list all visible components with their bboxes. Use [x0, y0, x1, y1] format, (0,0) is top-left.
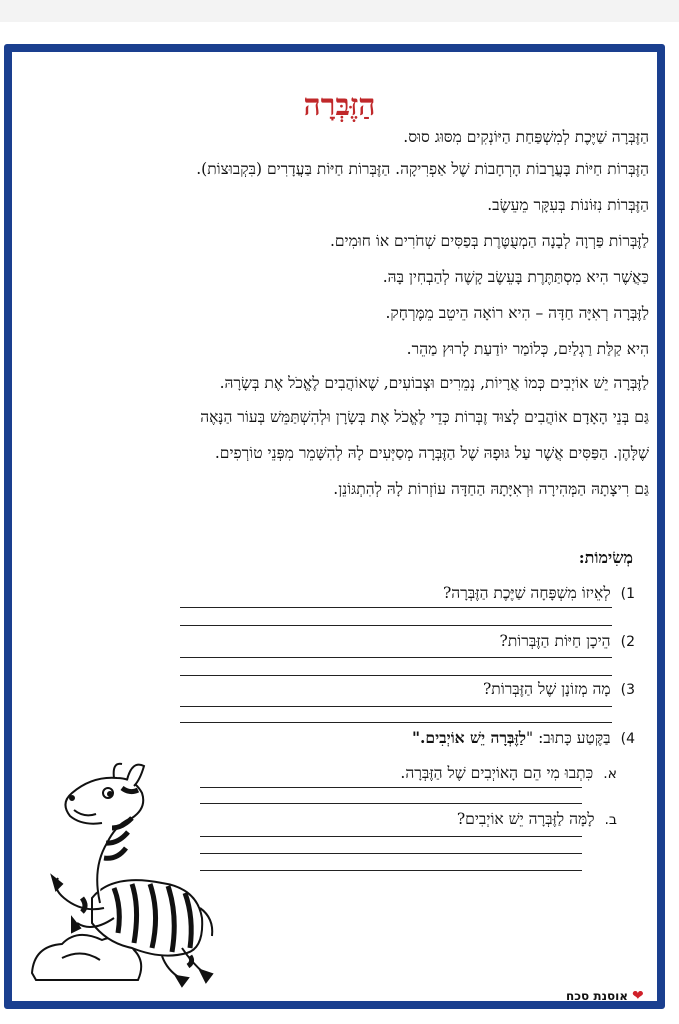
paragraph-line: לַזֶּבְּרָה רְאִיָּה חַדָּה – הִיא רוֹאָה הֵיטֵב מֵמֶּרְחָק.: [385, 304, 649, 322]
question-text: מָה מְזוֹנָן שֶׁל הַזֶּבְּרוֹת?: [482, 680, 611, 698]
answer-line[interactable]: [180, 722, 612, 723]
answer-line[interactable]: [200, 870, 582, 871]
question-number: 2): [620, 634, 635, 650]
answer-line[interactable]: [200, 836, 582, 837]
paragraph-line: הַזֶּבְּרוֹת חַיּוֹת בָּעֲרָבוֹת הָרְחָבוֹת שֶׁל אַפְרִיקָה. הַזֶּבְּרוֹת חַיּוֹת בַּעֲדָרִים (בִּקְבוּצוֹת).: [196, 160, 649, 178]
paragraph-line: לַזֶּבְּרוֹת פַּרְוָה לְבָנָה הַמְעֻטֶּרֶת בְּפַסִּים שְׁחֹרִים אוֹ חוּמִים.: [329, 232, 649, 250]
top-bar: [0, 0, 679, 22]
question-number: 3): [620, 682, 635, 698]
subquestion-text: לָמָּה לַזֶּבְּרָה יֵשׁ אוֹיְבִים?: [456, 810, 595, 828]
answer-line[interactable]: [180, 675, 612, 676]
zebra-illustration: [22, 748, 222, 988]
answer-line[interactable]: [180, 657, 612, 658]
subquestion-a: [400, 764, 617, 783]
question-number: 1): [620, 586, 635, 602]
paragraph-line: הַזֶּבְּרָה שַׁיֶּכֶת לְמִשְׁפַּחַת הַיּוֹנְקִים מִסּוּג סוּס.: [403, 128, 649, 146]
subquestion-text: כִּתְבוּ מִי הֵם הָאוֹיְבִים שֶׁל הַזֶּבְּרָה.: [400, 764, 594, 782]
paragraph-line: גַּם רִיצָתָהּ הַמְּהִירָה וּרְאִיָּתָהּ הַחַדָּה עוֹזְרוֹת לָהּ לְהִתְגּוֹנֵן.: [333, 480, 649, 498]
subquestion-letter: א.: [603, 766, 617, 782]
answer-line[interactable]: [180, 625, 612, 626]
question-text: לְאֵיזוֹ מִשְׁפָּחָה שַׁיֶּכֶת הַזֶּבְּרָה?: [442, 584, 611, 602]
author-name: אוסנת סכח: [566, 989, 629, 1003]
heart-icon: ❤: [632, 988, 644, 1004]
worksheet-title: הַזֶּבְּרָה: [303, 88, 376, 123]
question-text: בַּקֶּטַע כָּתוּב: ": [526, 729, 611, 747]
subquestion-b: [457, 810, 617, 829]
question-number: 4): [620, 731, 635, 747]
paragraph-line: הַזֶּבְּרוֹת נִזּוֹנוֹת בְּעִקָּר מֵעֵשֶׂב.: [487, 196, 649, 214]
author-credit: [566, 988, 644, 1004]
question-text: הֵיכָן חַיּוֹת הַזֶּבְּרוֹת?: [499, 632, 611, 650]
question-4: [412, 728, 635, 748]
answer-line[interactable]: [180, 706, 612, 707]
question-2: [500, 632, 635, 651]
answer-line[interactable]: [180, 607, 612, 608]
answer-line[interactable]: [200, 853, 582, 854]
question-1: [443, 584, 635, 603]
paragraph-line: כַּאֲשֶׁר הִיא מִסְתַּתֶּרֶת בָּעֵשֶׂב קָשֶׁה לְהַבְחִין בָּהּ.: [382, 268, 649, 286]
answer-line[interactable]: [200, 787, 582, 788]
paragraph-line: הִיא קַלַּת רַגְלַיִם, כְּלוֹמַר יוֹדַעַת לָרוּץ מַהֵר.: [406, 340, 649, 358]
answer-line[interactable]: [200, 803, 582, 804]
paragraph-line: שֶׁלָּהֶן. הַפַּסִּים אֲשֶׁר עַל גּוּפָהּ שֶׁל הַזֶּבְּרָה מְסַיְּעִים לָהּ לְהִשָּׁמֵר מִפְּנֵי טוֹרְפִים.: [214, 444, 649, 462]
tasks-title: מְשִׂימוֹת:: [578, 548, 633, 567]
subquestion-letter: ב.: [604, 812, 617, 828]
question-3: [483, 680, 635, 699]
paragraph-line: גַּם בְּנֵי הָאָדָם אוֹהֲבִים לָצוּד זֶבְּרוֹת כְּדֵי לֶאֱכֹל אֶת בְּשָׂרָן וּלְהִשְׁתַּמֵּשׁ בְּעוֹר הַנָּאֶה: [200, 408, 649, 426]
paragraph-line: לַזֶּבְּרָה יֵשׁ אוֹיְבִים כְּמוֹ אֲרָיוֹת, נְמֵרִים וּצְבוֹעִים, שֶׁאוֹהֲבִים לֶאֱכֹל אֶת בְּשָׂרָהּ.: [219, 374, 649, 392]
quoted-text: לַזֶּבְּרָה יֵשׁ אוֹיְבִים.": [411, 728, 527, 747]
